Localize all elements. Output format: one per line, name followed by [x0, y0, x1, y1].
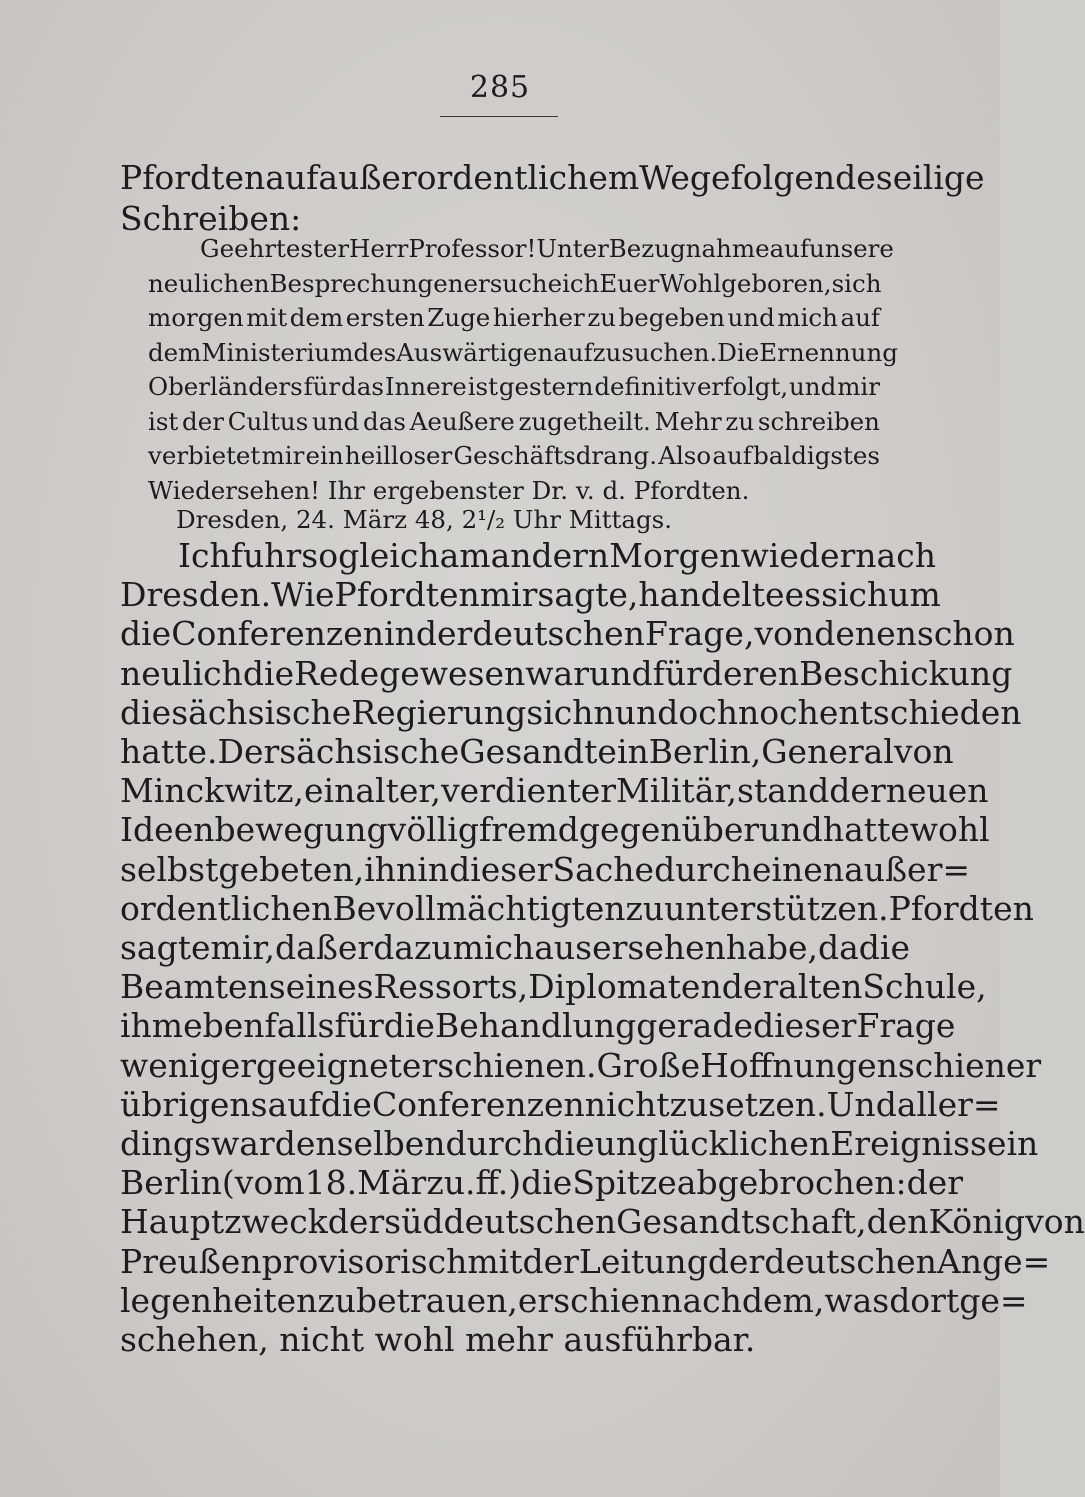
text-line: selbst gebeten, ihn in dieser Sache durch einen außer=: [120, 849, 971, 889]
text-line: Schreiben:: [120, 199, 302, 238]
text-line: ordentlichen Bevollmächtigten zu unterstützen. Pfordten: [120, 888, 1034, 928]
text-line: schehen, nicht wohl mehr ausführbar.: [120, 1320, 756, 1359]
text-line: Beamten seines Ressorts, Diplomaten der alten Schule,: [120, 967, 987, 1007]
letter-dateline: Dresden, 24. März 48, 2¹/₂ Uhr Mittags.: [176, 505, 673, 534]
text-line: Ich fuhr sogleich am andern Morgen wieder nach: [178, 536, 936, 575]
page-number-rule: [440, 116, 558, 117]
text-line: ihm ebenfalls für die Behandlung gerade dieser Frage: [120, 1006, 956, 1046]
text-line: dings war denselben durch die unglücklichen Ereignisse in: [120, 1124, 1039, 1163]
text-line: die Conferenzen in der deutschen Frage, von denen schon: [120, 614, 1015, 654]
letter-line: Geehrtester Herr Professor! Unter Bezugnahme auf unsere: [200, 234, 894, 263]
text-line: hatte. Der sächsische Gesandte in Berlin, General von: [120, 732, 954, 771]
text-line: neulich die Rede gewesen war und für deren Beschickung: [120, 653, 1013, 693]
text-line: die sächsische Regierung sich nun doch noch entschieden: [120, 692, 1022, 732]
text-line: Hauptzweck der süddeutschen Gesandtschaft, den König von: [120, 1202, 1085, 1242]
letter-line: Oberländers für das Innere ist gestern definitiv erfolgt, und mir: [148, 372, 880, 401]
letter-line: verbietet mir ein heilloser Geschäftsdrang. Also auf baldigstes: [148, 441, 880, 470]
letter-line: Wiedersehen! Ihr ergebenster Dr. v. d. Pfordten.: [148, 475, 750, 505]
text-line: Preußen provisorisch mit der Leitung der deutschen Ange=: [120, 1241, 1051, 1281]
text-line: Berlin (vom 18. März u. ff.) die Spitze abgebrochen: der: [120, 1163, 964, 1203]
text-line: übrigens auf die Conferenzen nicht zu setzen. Und aller=: [120, 1084, 1001, 1124]
text-line: Ideenbewegung völlig fremd gegenüber und hatte wohl: [120, 810, 990, 850]
letter-line: ist der Cultus und das Aeußere zugetheilt. Mehr zu schreiben: [148, 406, 880, 436]
text-line: Minckwitz, ein alter, verdienter Militär, stand der neuen: [120, 771, 989, 811]
text-line: Dresden. Wie Pfordten mir sagte, handelte es sich um: [120, 575, 941, 615]
page-number: 285: [469, 70, 531, 105]
text-line: legenheiten zu betrauen, erschien nach dem, was dort ge=: [120, 1280, 1028, 1320]
text-line: sagte mir, daß er dazu mich ausersehen habe, da die: [120, 928, 911, 967]
letter-line: morgen mit dem ersten Zuge hierher zu begeben und mich auf: [148, 303, 880, 332]
text-line: weniger geeignet erschienen. Große Hoffnungen schien er: [120, 1045, 1042, 1085]
text-line: Pfordten auf außerordentlichem Wege folgendes eilige: [120, 158, 985, 197]
letter-line: neulichen Besprechungen ersuche ich Euer Wohlgeboren, sich: [148, 268, 882, 298]
letter-line: dem Ministerium des Auswärtigen aufzusuchen. Die Ernennung: [148, 337, 898, 367]
